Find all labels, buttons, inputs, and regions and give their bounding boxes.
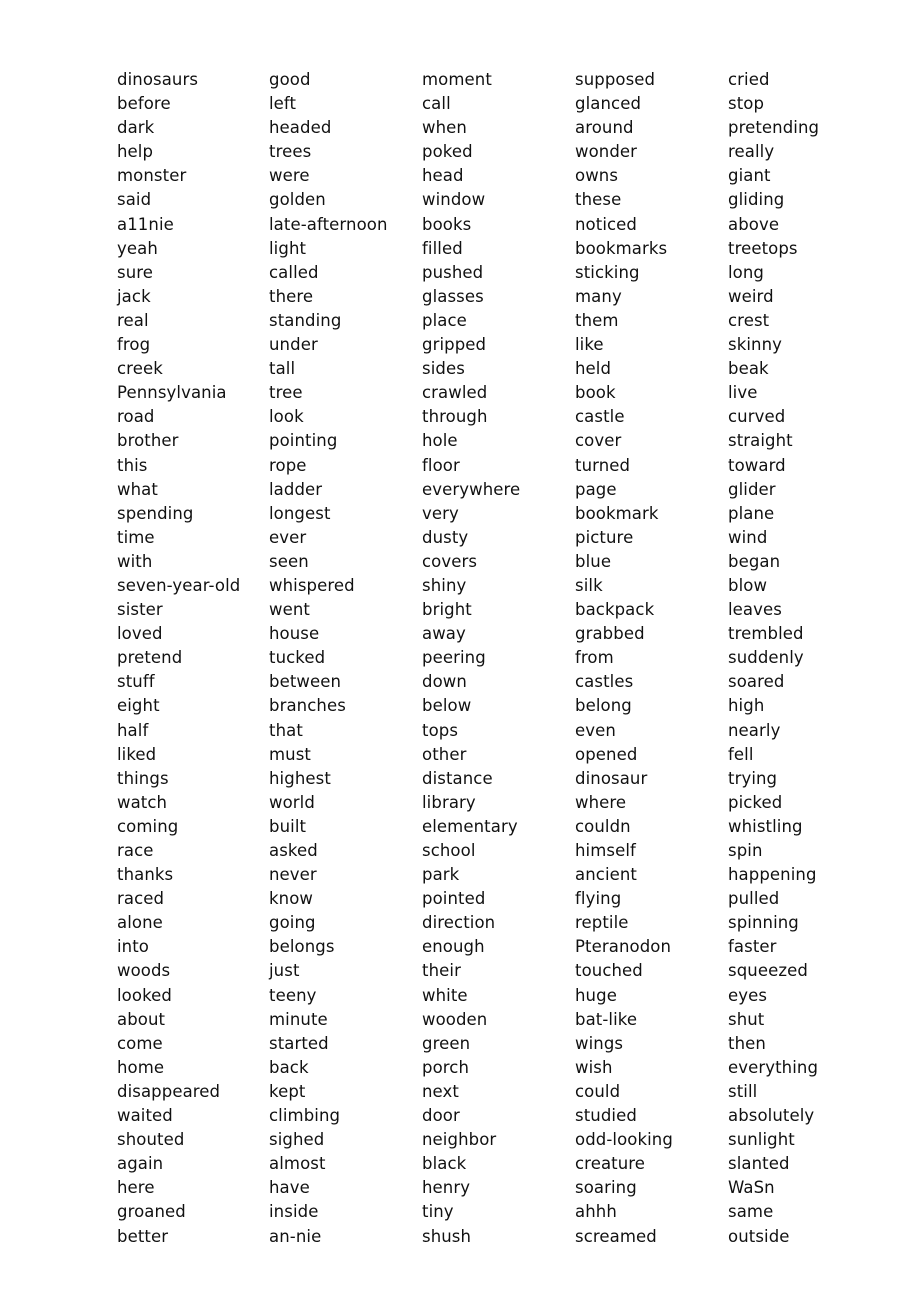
- word-item: eight: [117, 696, 160, 716]
- word-item: standing: [269, 310, 342, 330]
- word-item: elementary: [422, 816, 518, 836]
- word-item: even: [575, 720, 616, 740]
- word-item: spending: [117, 503, 194, 523]
- word-item: frog: [117, 335, 151, 355]
- word-item: bookmark: [575, 503, 659, 523]
- word-item: belong: [575, 696, 632, 716]
- word-item: spinning: [728, 913, 799, 933]
- word-item: road: [117, 407, 155, 427]
- word-item: picture: [575, 527, 634, 547]
- word-item: have: [269, 1178, 310, 1198]
- word-item: creek: [117, 359, 163, 379]
- word-item: these: [575, 190, 622, 210]
- word-item: loved: [117, 624, 163, 644]
- word-item: hole: [422, 431, 458, 451]
- word-item: good: [269, 70, 311, 89]
- word-item: must: [269, 744, 311, 764]
- word-item: waited: [117, 1106, 173, 1126]
- word-item: suddenly: [728, 648, 804, 668]
- word-item: faster: [728, 937, 777, 957]
- word-item: fell: [728, 744, 754, 764]
- word-item: book: [575, 383, 616, 403]
- word-item: pushed: [422, 262, 484, 282]
- word-item: what: [117, 479, 158, 499]
- word-item: wooden: [422, 1009, 488, 1029]
- word-item: where: [575, 792, 627, 812]
- word-item: slanted: [728, 1154, 790, 1174]
- word-item: with: [117, 551, 153, 571]
- word-item: tree: [269, 383, 303, 403]
- word-item: silk: [575, 575, 603, 595]
- word-item: asked: [269, 841, 318, 860]
- word-item: world: [269, 792, 315, 812]
- word-item: grabbed: [575, 624, 645, 644]
- word-item: here: [117, 1178, 155, 1198]
- word-item: jack: [117, 286, 151, 306]
- word-item: bat-like: [575, 1009, 638, 1029]
- word-item: porch: [422, 1057, 470, 1077]
- word-item: ancient: [575, 865, 638, 885]
- word-item: above: [728, 214, 780, 234]
- word-item: skinny: [728, 335, 783, 355]
- word-item: crawled: [422, 383, 488, 403]
- word-item: began: [728, 551, 781, 571]
- word-item: held: [575, 359, 612, 379]
- word-item: crest: [728, 310, 770, 330]
- word-item: trees: [269, 142, 312, 162]
- word-item: help: [117, 142, 154, 162]
- word-item: that: [269, 720, 303, 740]
- word-item: gliding: [728, 190, 785, 210]
- word-item: high: [728, 696, 765, 716]
- word-item: watch: [117, 792, 168, 812]
- word-item: again: [117, 1154, 164, 1174]
- word-item: said: [117, 190, 152, 210]
- word-item: distance: [422, 768, 493, 788]
- word-item: thanks: [117, 865, 174, 885]
- word-item: poked: [422, 142, 473, 162]
- word-item: place: [422, 310, 467, 330]
- word-item: kept: [269, 1081, 306, 1101]
- word-item: backpack: [575, 600, 655, 620]
- word-column-5: [728, 68, 878, 1249]
- word-item: light: [269, 238, 307, 258]
- word-item: turned: [575, 455, 631, 475]
- word-item: green: [422, 1033, 471, 1053]
- word-item: tall: [269, 359, 296, 379]
- word-item: wind: [728, 527, 768, 547]
- word-item: monster: [117, 166, 187, 186]
- word-item: absolutely: [728, 1106, 815, 1126]
- word-item: everything: [728, 1057, 819, 1077]
- word-item: into: [117, 937, 150, 957]
- word-item: weird: [728, 286, 774, 306]
- word-item: below: [422, 696, 472, 716]
- word-item: their: [422, 961, 461, 981]
- word-item: soared: [728, 672, 785, 692]
- word-item: whistling: [728, 816, 803, 836]
- word-item: couldn: [575, 816, 631, 836]
- word-item: treetops: [728, 238, 798, 258]
- word-item: dinosaurs: [117, 70, 199, 89]
- word-item: reptile: [575, 913, 629, 933]
- word-item: when: [422, 118, 467, 138]
- word-item: time: [117, 527, 155, 547]
- word-item: glasses: [422, 286, 484, 306]
- word-item: head: [422, 166, 464, 186]
- word-item: woods: [117, 961, 171, 981]
- word-item: WaSn: [728, 1178, 775, 1198]
- word-item: plane: [728, 503, 775, 523]
- word-item: longest: [269, 503, 331, 523]
- word-item: then: [728, 1033, 766, 1053]
- word-item: know: [269, 889, 314, 909]
- word-item: sighed: [269, 1130, 325, 1150]
- word-item: glanced: [575, 94, 642, 114]
- word-item: home: [117, 1057, 165, 1077]
- word-item: school: [422, 841, 476, 860]
- word-item: whispered: [269, 575, 355, 595]
- word-item: still: [728, 1081, 758, 1101]
- word-item: flying: [575, 889, 622, 909]
- word-item: books: [422, 214, 472, 234]
- word-item: tops: [422, 720, 459, 740]
- word-item: soaring: [575, 1178, 637, 1198]
- word-item: come: [117, 1033, 163, 1053]
- word-item: peering: [422, 648, 486, 668]
- word-item: page: [575, 479, 617, 499]
- word-item: live: [728, 383, 758, 403]
- word-item: bright: [422, 600, 472, 620]
- word-item: pretend: [117, 648, 183, 668]
- word-item: castles: [575, 672, 634, 692]
- word-item: stuff: [117, 672, 155, 692]
- word-item: looked: [117, 985, 172, 1005]
- word-item: there: [269, 286, 314, 306]
- word-item: other: [422, 744, 467, 764]
- word-item: highest: [269, 768, 331, 788]
- word-item: owns: [575, 166, 619, 186]
- word-item: were: [269, 166, 310, 186]
- word-item: between: [269, 672, 342, 692]
- word-item: sticking: [575, 262, 640, 282]
- word-item: teeny: [269, 985, 317, 1005]
- word-item: trying: [728, 768, 778, 788]
- word-column-4: [575, 68, 725, 1249]
- word-item: outside: [728, 1226, 790, 1246]
- word-item: leaves: [728, 600, 782, 620]
- word-item: shut: [728, 1009, 765, 1029]
- word-item: blue: [575, 551, 612, 571]
- word-item: Pennsylvania: [117, 383, 227, 403]
- word-item: golden: [269, 190, 326, 210]
- word-item: climbing: [269, 1106, 341, 1126]
- word-item: look: [269, 407, 304, 427]
- word-item: castle: [575, 407, 625, 427]
- word-item: pulled: [728, 889, 780, 909]
- word-item: wonder: [575, 142, 638, 162]
- word-item: away: [422, 624, 466, 644]
- word-item: cried: [728, 70, 770, 89]
- word-item: before: [117, 94, 171, 114]
- word-item: ahhh: [575, 1202, 617, 1222]
- word-item: back: [269, 1057, 309, 1077]
- word-column-3: [422, 68, 572, 1249]
- word-item: dinosaur: [575, 768, 648, 788]
- word-item: left: [269, 94, 297, 114]
- word-item: straight: [728, 431, 793, 451]
- word-item: race: [117, 841, 154, 860]
- word-item: noticed: [575, 214, 638, 234]
- word-item: library: [422, 792, 476, 812]
- word-item: ever: [269, 527, 307, 547]
- word-item: better: [117, 1226, 169, 1246]
- word-item: pointing: [269, 431, 338, 451]
- word-item: about: [117, 1009, 166, 1029]
- word-item: bookmarks: [575, 238, 668, 258]
- word-item: glider: [728, 479, 776, 499]
- word-item: branches: [269, 696, 346, 716]
- word-item: around: [575, 118, 634, 138]
- word-item: cover: [575, 431, 622, 451]
- word-item: studied: [575, 1106, 637, 1126]
- word-item: spin: [728, 841, 763, 860]
- word-item: shush: [422, 1226, 472, 1246]
- word-item: trembled: [728, 624, 804, 644]
- word-item: called: [269, 262, 319, 282]
- word-item: blow: [728, 575, 768, 595]
- word-item: half: [117, 720, 149, 740]
- word-item: shiny: [422, 575, 467, 595]
- word-item: built: [269, 816, 307, 836]
- word-item: supposed: [575, 70, 656, 89]
- word-item: sure: [117, 262, 154, 282]
- word-item: squeezed: [728, 961, 808, 981]
- word-item: raced: [117, 889, 165, 909]
- word-item: seen: [269, 551, 309, 571]
- word-item: headed: [269, 118, 332, 138]
- word-item: long: [728, 262, 765, 282]
- word-item: curved: [728, 407, 786, 427]
- word-item: park: [422, 865, 460, 885]
- word-item: picked: [728, 792, 783, 812]
- word-item: nearly: [728, 720, 781, 740]
- word-item: wish: [575, 1057, 613, 1077]
- word-column-2: [269, 68, 419, 1249]
- word-item: window: [422, 190, 486, 210]
- word-item: pointed: [422, 889, 486, 909]
- word-item: ladder: [269, 479, 323, 499]
- word-item: floor: [422, 455, 460, 475]
- word-item: never: [269, 865, 317, 885]
- word-item: neighbor: [422, 1130, 497, 1150]
- word-item: this: [117, 455, 148, 475]
- word-item: almost: [269, 1154, 326, 1174]
- word-item: them: [575, 310, 619, 330]
- word-item: through: [422, 407, 488, 427]
- word-item: henry: [422, 1178, 471, 1198]
- word-item: pretending: [728, 118, 820, 138]
- word-item: call: [422, 94, 451, 114]
- word-item: moment: [422, 70, 492, 89]
- word-item: late-afternoon: [269, 214, 388, 234]
- word-item: shouted: [117, 1130, 185, 1150]
- word-item: next: [422, 1081, 459, 1101]
- word-item: gripped: [422, 335, 487, 355]
- word-item: an-nie: [269, 1226, 322, 1246]
- word-item: a11nie: [117, 214, 174, 234]
- word-item: beak: [728, 359, 769, 379]
- word-item: like: [575, 335, 604, 355]
- word-item: enough: [422, 937, 485, 957]
- word-item: giant: [728, 166, 771, 186]
- word-item: brother: [117, 431, 179, 451]
- word-item: creature: [575, 1154, 646, 1174]
- word-item: house: [269, 624, 320, 644]
- word-item: eyes: [728, 985, 768, 1005]
- word-item: really: [728, 142, 775, 162]
- word-item: black: [422, 1154, 467, 1174]
- word-item: disappeared: [117, 1081, 221, 1101]
- word-item: Pteranodon: [575, 937, 672, 957]
- word-item: sunlight: [728, 1130, 795, 1150]
- word-item: covers: [422, 551, 478, 571]
- word-item: started: [269, 1033, 329, 1053]
- word-item: belongs: [269, 937, 335, 957]
- word-item: groaned: [117, 1202, 186, 1222]
- word-item: dark: [117, 118, 155, 138]
- word-column-1: [117, 68, 267, 1249]
- word-item: from: [575, 648, 614, 668]
- word-item: coming: [117, 816, 179, 836]
- word-item: just: [269, 961, 300, 981]
- word-item: toward: [728, 455, 786, 475]
- word-item: happening: [728, 865, 817, 885]
- word-item: rope: [269, 455, 307, 475]
- word-item: tiny: [422, 1202, 454, 1222]
- word-item: same: [728, 1202, 774, 1222]
- word-item: stop: [728, 94, 765, 114]
- word-item: could: [575, 1081, 621, 1101]
- word-item: alone: [117, 913, 163, 933]
- word-item: everywhere: [422, 479, 521, 499]
- word-item: yeah: [117, 238, 158, 258]
- word-item: dusty: [422, 527, 469, 547]
- word-item: tucked: [269, 648, 326, 668]
- word-item: touched: [575, 961, 643, 981]
- word-item: opened: [575, 744, 638, 764]
- word-item: down: [422, 672, 467, 692]
- word-item: under: [269, 335, 318, 355]
- word-item: odd-looking: [575, 1130, 673, 1150]
- word-item: going: [269, 913, 316, 933]
- word-item: himself: [575, 841, 636, 860]
- word-item: very: [422, 503, 459, 523]
- word-item: things: [117, 768, 169, 788]
- word-item: filled: [422, 238, 463, 258]
- word-item: inside: [269, 1202, 319, 1222]
- word-item: minute: [269, 1009, 328, 1029]
- word-item: door: [422, 1106, 460, 1126]
- word-item: huge: [575, 985, 617, 1005]
- word-item: direction: [422, 913, 496, 933]
- word-item: seven-year-old: [117, 575, 241, 595]
- word-item: went: [269, 600, 310, 620]
- word-item: screamed: [575, 1226, 657, 1246]
- word-item: real: [117, 310, 149, 330]
- word-item: sides: [422, 359, 465, 379]
- word-item: sister: [117, 600, 163, 620]
- word-item: wings: [575, 1033, 624, 1053]
- word-item: many: [575, 286, 622, 306]
- word-item: white: [422, 985, 468, 1005]
- word-item: liked: [117, 744, 157, 764]
